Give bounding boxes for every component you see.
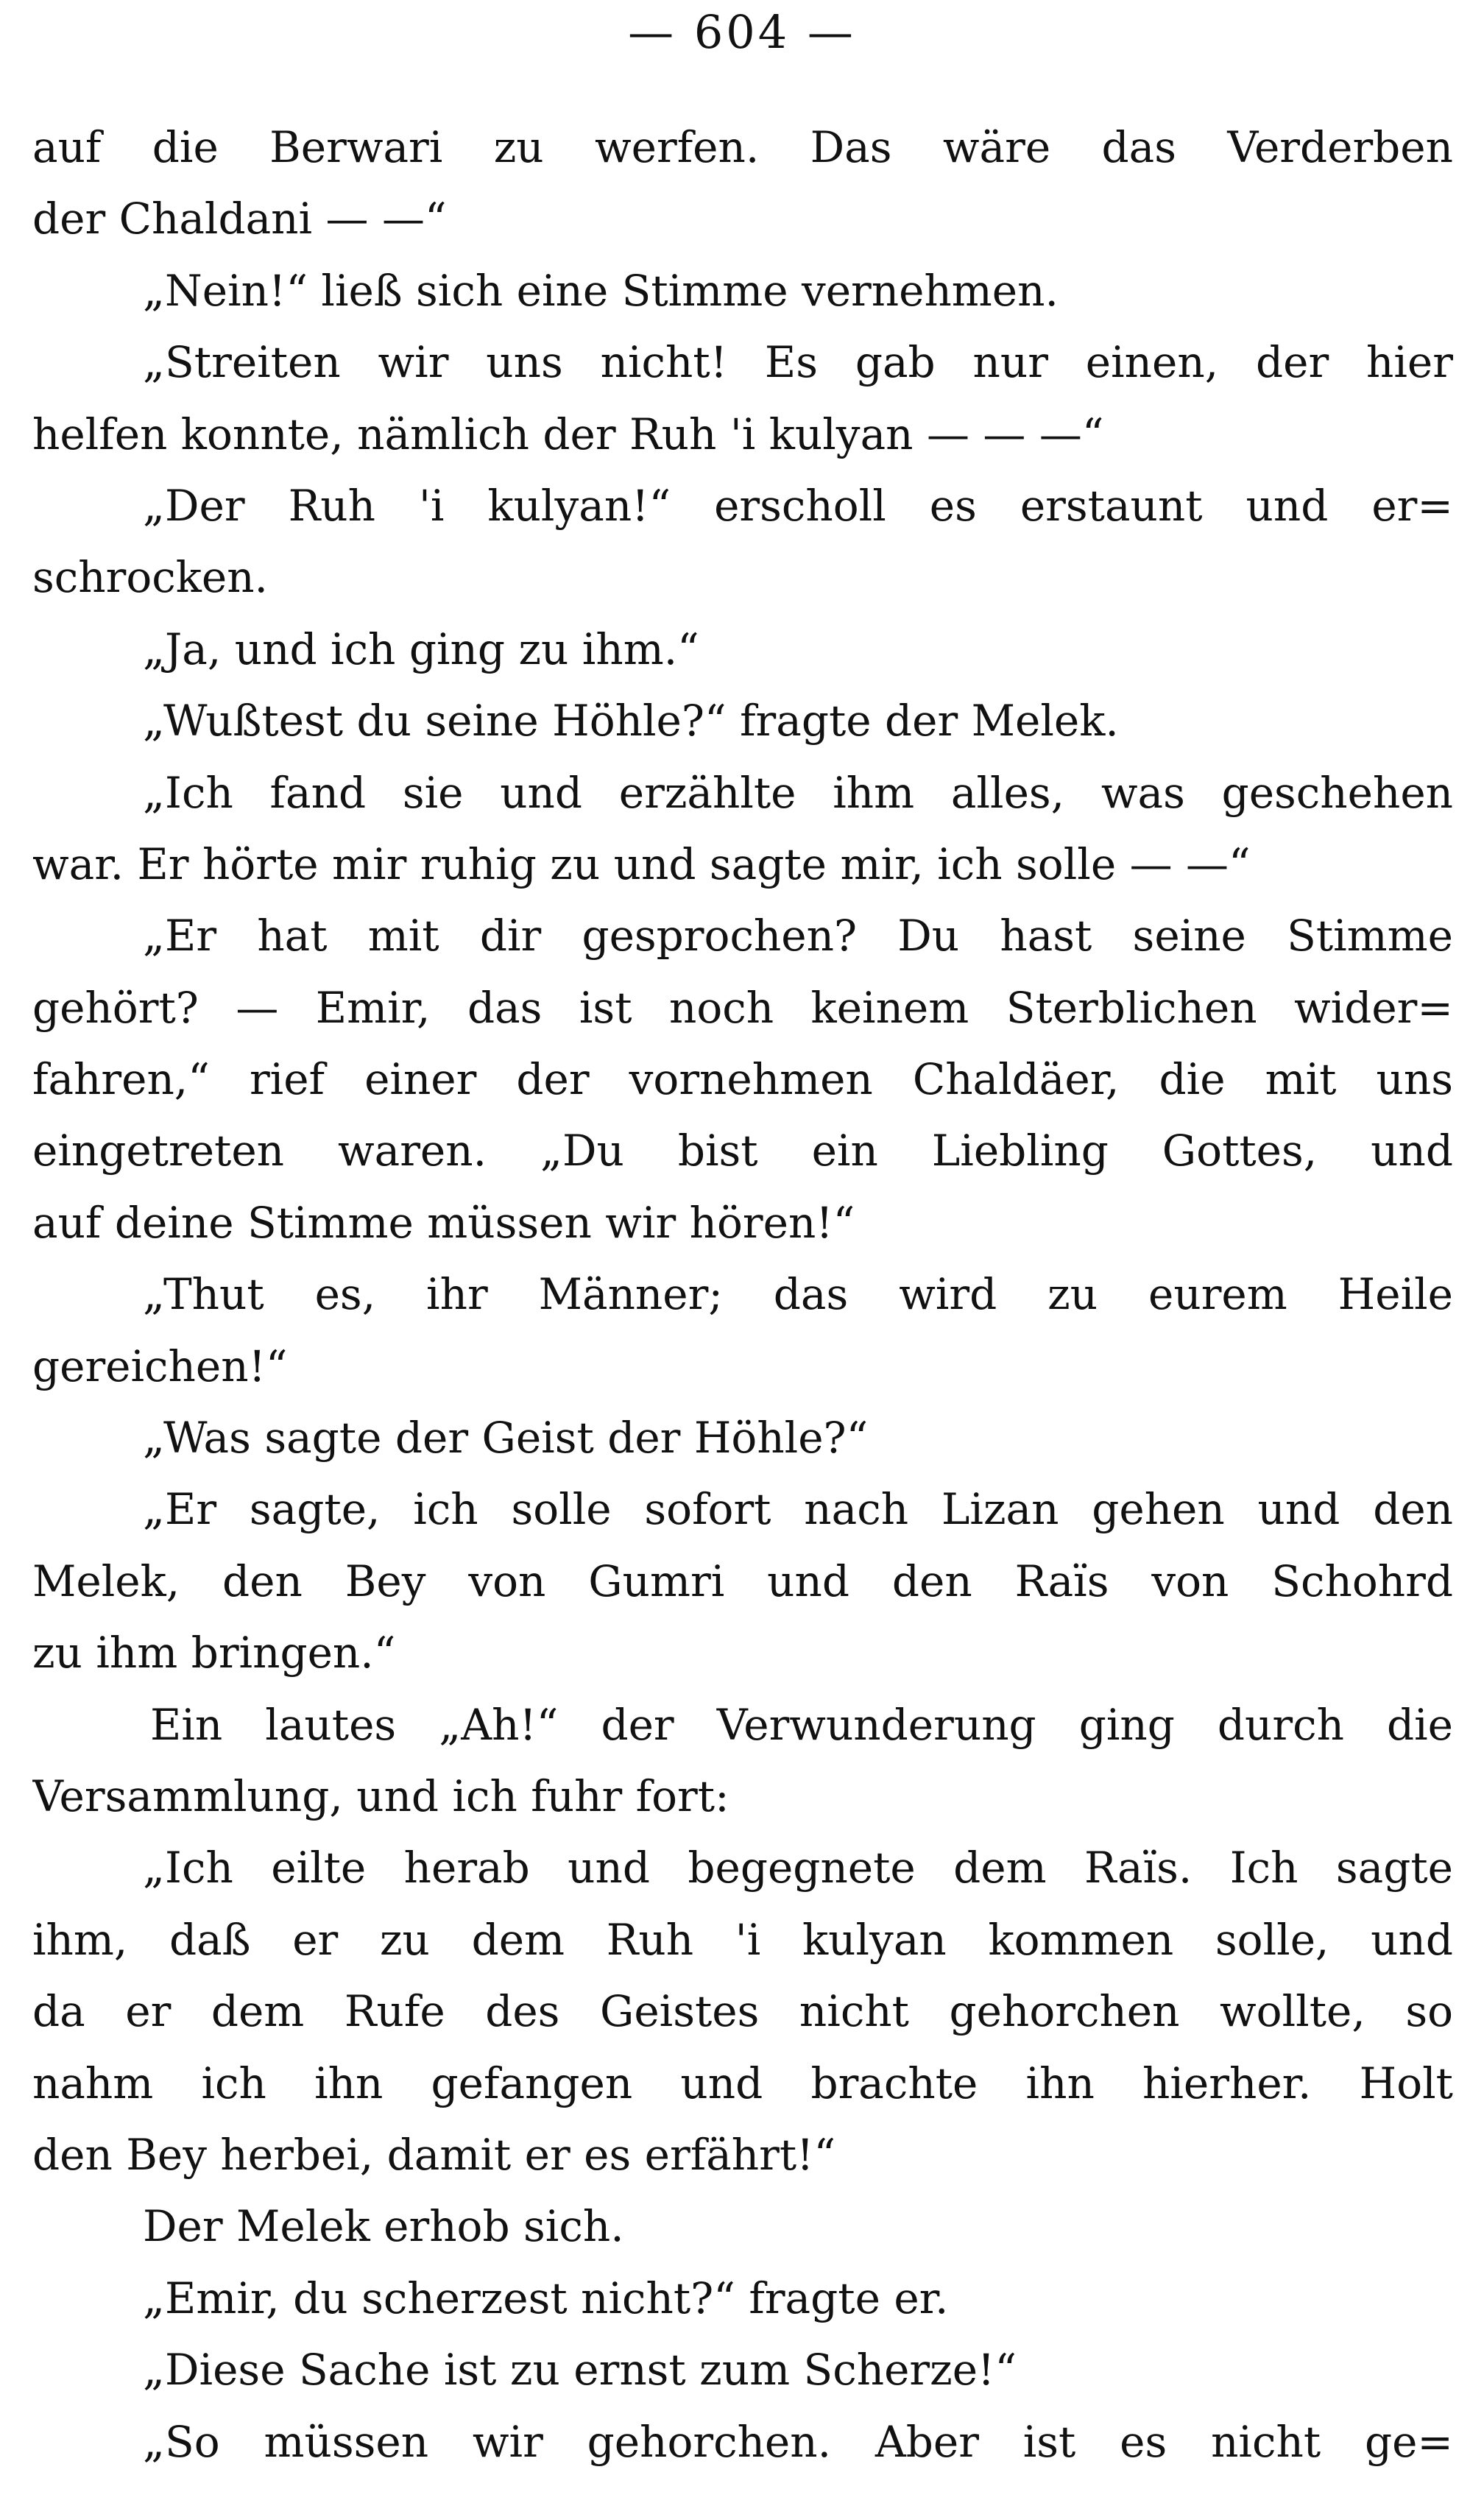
text-line: „So müssen wir gehorchen. Aber ist es nicht ge= <box>143 2416 1453 2467</box>
text-line: „Nein!“ ließ sich eine Stimme vernehmen. <box>143 265 1059 316</box>
text-line: „Er hat mit dir gesprochen? Du hast seine Stimme <box>143 911 1453 961</box>
text-line: „Ich fand sie und erzählte ihm alles, was geschehen <box>143 767 1453 818</box>
text-line: „Der Ruh 'i kulyan!“ erscholl es erstaunt und er= <box>143 480 1453 531</box>
text-line: Der Melek erhob sich. <box>143 2201 624 2252</box>
text-line: eingetreten waren. „Du bist ein Liebling Gottes, und <box>32 1126 1453 1176</box>
text-line: „Was sagte der Geist der Höhle?“ <box>143 1413 869 1464</box>
text-line: „Er sagte, ich solle sofort nach Lizan gehen und den <box>143 1484 1453 1535</box>
text-line: schrocken. <box>32 552 268 603</box>
text-line: fahren,“ rief einer der vornehmen Chaldäer, die mit uns <box>32 1054 1453 1105</box>
text-line: war. Er hörte mir ruhig zu und sagte mir, ich solle — —“ <box>32 839 1251 889</box>
text-line: gereichen!“ <box>32 1341 288 1391</box>
text-line: da er dem Rufe des Geistes nicht gehorchen wollte, so <box>32 1986 1453 2037</box>
text-line: zu ihm bringen.“ <box>32 1628 396 1678</box>
text-line: auf die Berwari zu werfen. Das wäre das Verderben <box>32 122 1453 172</box>
body-text <box>32 112 1453 2478</box>
text-line: „Diese Sache ist zu ernst zum Scherze!“ <box>143 2345 1017 2396</box>
text-line: Versammlung, und ich fuhr fort: <box>32 1771 729 1821</box>
text-line: Ein lautes „Ah!“ der Verwunderung ging durch die <box>150 1699 1453 1750</box>
text-line: „Streiten wir uns nicht! Es gab nur einen, der hier <box>143 337 1453 388</box>
text-line: nahm ich ihn gefangen und brachte ihn hierher. Holt <box>32 2058 1453 2108</box>
page-number-header: — 604 — <box>628 5 856 59</box>
text-line: „Ich eilte herab und begegnete dem Raïs. Ich sagte <box>143 1843 1453 1893</box>
text-line: den Bey herbei, damit er es erfährt!“ <box>32 2129 836 2180</box>
text-line: auf deine Stimme müssen wir hören!“ <box>32 1197 855 1248</box>
text-line: „Emir, du scherzest nicht?“ fragte er. <box>143 2273 949 2323</box>
text-line: Melek, den Bey von Gumri und den Raïs von Schohrd <box>32 1556 1453 1606</box>
text-line: helfen konnte, nämlich der Ruh 'i kulyan — — —“ <box>32 409 1104 459</box>
text-line: der Chaldani — —“ <box>32 194 447 244</box>
text-line: „Wußtest du seine Höhle?“ fragte der Melek. <box>143 696 1119 746</box>
text-line: „Thut es, ihr Männer; das wird zu eurem Heile <box>143 1269 1453 1320</box>
text-line: „Ja, und ich ging zu ihm.“ <box>143 624 699 674</box>
text-line: gehört? — Emir, das ist noch keinem Sterblichen wider= <box>32 982 1453 1033</box>
text-line: ihm, daß er zu dem Ruh 'i kulyan kommen solle, und <box>32 1914 1453 1965</box>
